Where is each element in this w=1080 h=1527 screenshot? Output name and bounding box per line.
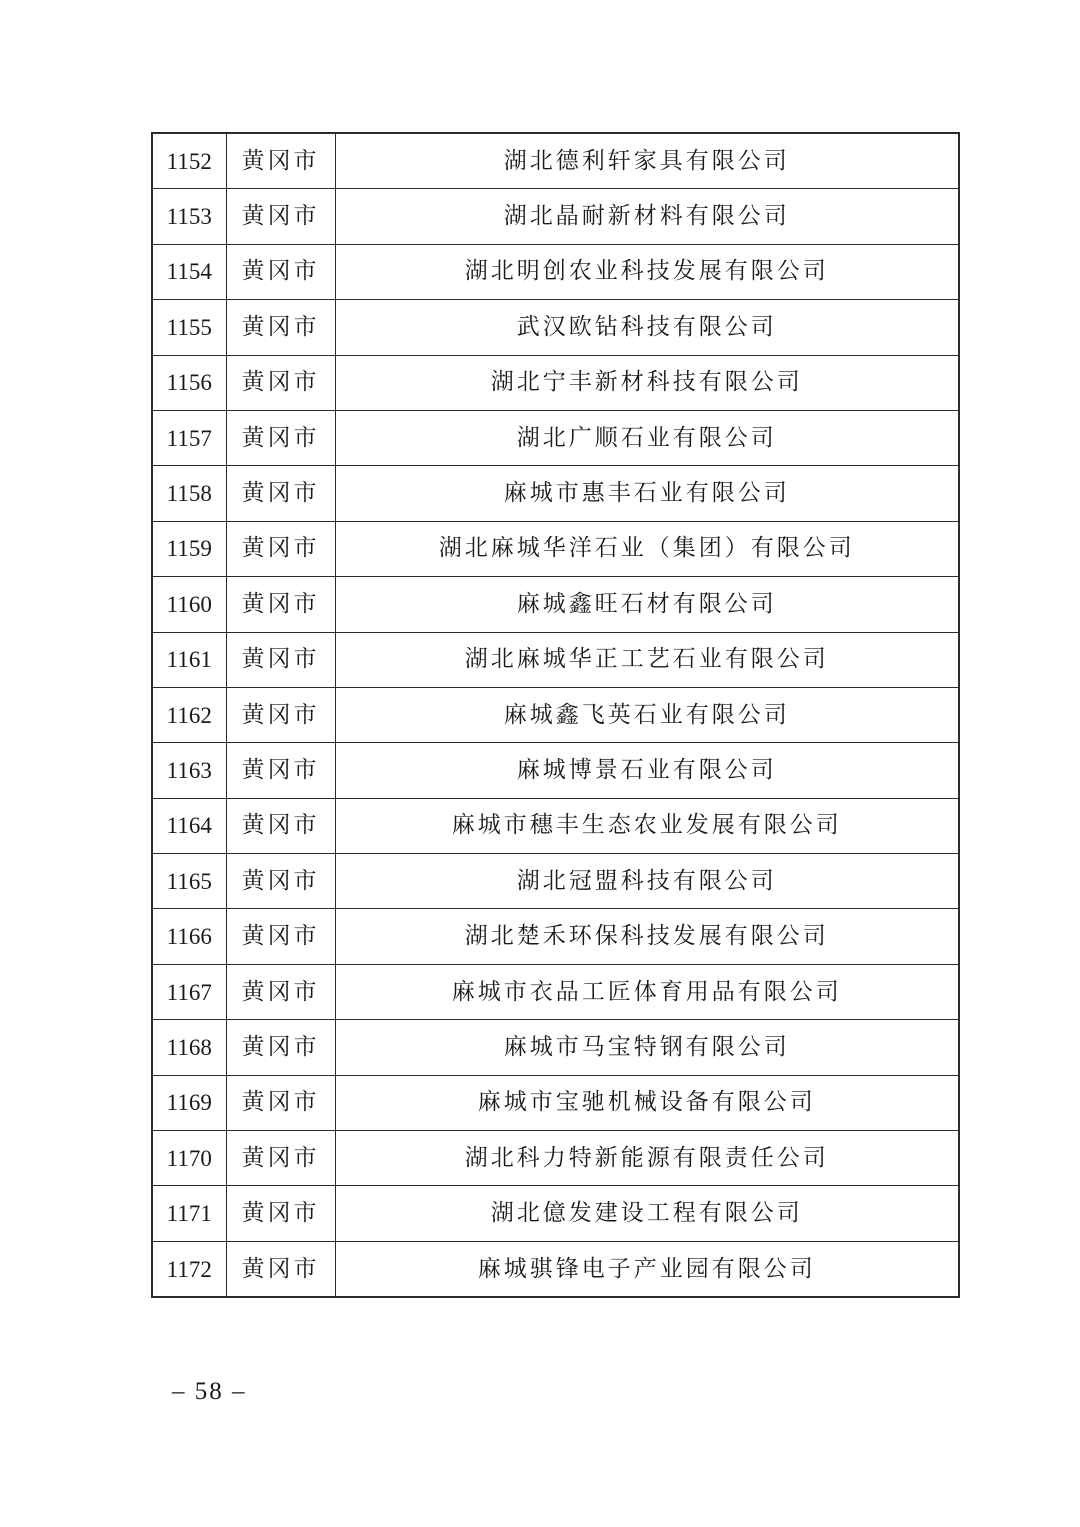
row-company-name: 麻城博景石业有限公司	[335, 743, 959, 798]
row-number: 1168	[152, 1020, 226, 1075]
table-row	[152, 1186, 959, 1241]
row-city: 黄冈市	[226, 964, 335, 1019]
row-number: 1164	[152, 798, 226, 853]
row-company-name: 湖北德利轩家具有限公司	[335, 133, 959, 189]
row-number: 1156	[152, 355, 226, 410]
row-company-name: 湖北明创农业科技发展有限公司	[335, 244, 959, 299]
company-list-table	[151, 132, 960, 1298]
row-company-name: 湖北億发建设工程有限公司	[335, 1186, 959, 1241]
row-city: 黄冈市	[226, 687, 335, 742]
row-company-name: 麻城市宝驰机械设备有限公司	[335, 1075, 959, 1130]
row-city: 黄冈市	[226, 577, 335, 632]
table-row	[152, 1241, 959, 1297]
row-number: 1153	[152, 189, 226, 244]
row-company-name: 湖北宁丰新材科技有限公司	[335, 355, 959, 410]
table-row	[152, 743, 959, 798]
row-city: 黄冈市	[226, 1020, 335, 1075]
row-number: 1161	[152, 632, 226, 687]
row-number: 1162	[152, 687, 226, 742]
row-city: 黄冈市	[226, 133, 335, 189]
row-company-name: 湖北麻城华洋石业（集团）有限公司	[335, 521, 959, 576]
table-row	[152, 798, 959, 853]
row-number: 1159	[152, 521, 226, 576]
row-city: 黄冈市	[226, 1131, 335, 1186]
table-row	[152, 466, 959, 521]
row-number: 1157	[152, 410, 226, 465]
row-city: 黄冈市	[226, 521, 335, 576]
row-city: 黄冈市	[226, 1075, 335, 1130]
row-company-name: 麻城骐锋电子产业园有限公司	[335, 1241, 959, 1297]
row-number: 1170	[152, 1131, 226, 1186]
row-city: 黄冈市	[226, 798, 335, 853]
row-company-name: 麻城市惠丰石业有限公司	[335, 466, 959, 521]
row-number: 1169	[152, 1075, 226, 1130]
table-row	[152, 133, 959, 189]
table-row	[152, 355, 959, 410]
row-number: 1172	[152, 1241, 226, 1297]
row-company-name: 湖北晶耐新材料有限公司	[335, 189, 959, 244]
row-city: 黄冈市	[226, 632, 335, 687]
row-number: 1155	[152, 300, 226, 355]
row-number: 1154	[152, 244, 226, 299]
row-company-name: 湖北科力特新能源有限责任公司	[335, 1131, 959, 1186]
row-company-name: 麻城市穗丰生态农业发展有限公司	[335, 798, 959, 853]
row-city: 黄冈市	[226, 244, 335, 299]
row-city: 黄冈市	[226, 410, 335, 465]
row-city: 黄冈市	[226, 909, 335, 964]
table-row	[152, 244, 959, 299]
row-number: 1171	[152, 1186, 226, 1241]
row-city: 黄冈市	[226, 300, 335, 355]
row-number: 1160	[152, 577, 226, 632]
table-row	[152, 632, 959, 687]
table-row	[152, 964, 959, 1019]
row-city: 黄冈市	[226, 1186, 335, 1241]
table-row	[152, 410, 959, 465]
row-company-name: 麻城鑫飞英石业有限公司	[335, 687, 959, 742]
row-number: 1152	[152, 133, 226, 189]
row-city: 黄冈市	[226, 854, 335, 909]
row-city: 黄冈市	[226, 355, 335, 410]
row-city: 黄冈市	[226, 189, 335, 244]
table-row	[152, 1020, 959, 1075]
table-row	[152, 687, 959, 742]
row-number: 1163	[152, 743, 226, 798]
row-company-name: 湖北楚禾环保科技发展有限公司	[335, 909, 959, 964]
row-company-name: 麻城鑫旺石材有限公司	[335, 577, 959, 632]
row-number: 1158	[152, 466, 226, 521]
row-company-name: 湖北麻城华正工艺石业有限公司	[335, 632, 959, 687]
table-row	[152, 521, 959, 576]
page-number: – 58 –	[172, 1378, 247, 1405]
row-city: 黄冈市	[226, 743, 335, 798]
table-row	[152, 577, 959, 632]
table-body	[152, 133, 959, 1297]
table-row	[152, 1131, 959, 1186]
table-row	[152, 1075, 959, 1130]
row-city: 黄冈市	[226, 466, 335, 521]
row-number: 1166	[152, 909, 226, 964]
row-company-name: 麻城市衣品工匠体育用品有限公司	[335, 964, 959, 1019]
table-row	[152, 909, 959, 964]
row-company-name: 武汉欧钻科技有限公司	[335, 300, 959, 355]
row-number: 1165	[152, 854, 226, 909]
row-company-name: 湖北冠盟科技有限公司	[335, 854, 959, 909]
row-company-name: 湖北广顺石业有限公司	[335, 410, 959, 465]
row-number: 1167	[152, 964, 226, 1019]
row-city: 黄冈市	[226, 1241, 335, 1297]
table-row	[152, 189, 959, 244]
table-row	[152, 300, 959, 355]
table-row	[152, 854, 959, 909]
row-company-name: 麻城市马宝特钢有限公司	[335, 1020, 959, 1075]
